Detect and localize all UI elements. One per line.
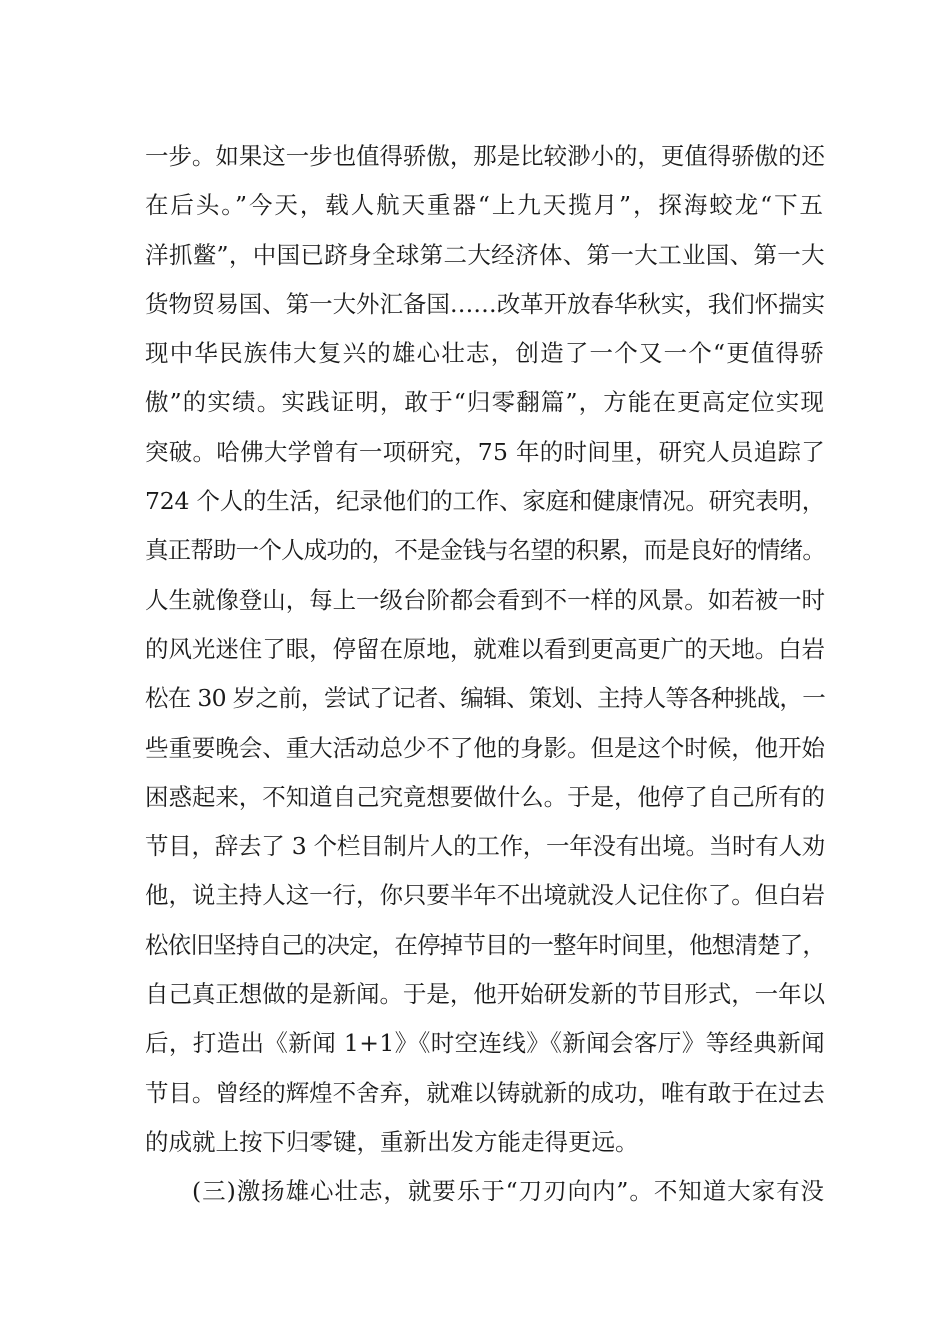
text-line: 些重要晚会、重大活动总少不了他的身影。但是这个时候，他开始 <box>145 733 825 762</box>
text-line: 困惑起来，不知道自己究竟想要做什么。于是，他停了自己所有的 <box>145 782 825 811</box>
text-line: 洋抓鳖”，中国已跻身全球第二大经济体、第一大工业国、第一大 <box>145 240 825 269</box>
text-line: 货物贸易国、第一大外汇备国……改革开放春华秋实，我们怀揣实 <box>145 289 825 318</box>
text-line: 节目。曾经的辉煌不舍弃，就难以铸就新的成功，唯有敢于在过去 <box>145 1078 825 1107</box>
text-line: 突破。哈佛大学曾有一项研究，75 年的时间里，研究人员追踪了 <box>145 437 825 466</box>
text-line: 现中华民族伟大复兴的雄心壮志，创造了一个又一个“更值得骄 <box>145 339 825 368</box>
text-line: 的成就上按下归零键，重新出发方能走得更远。 <box>145 1127 639 1156</box>
text-line: 一步。如果这一步也值得骄傲，那是比较渺小的，更值得骄傲的还 <box>145 142 825 170</box>
text-line: 在后头。”今天，载人航天重器“上九天揽月”，探海蛟龙“下五 <box>145 191 825 220</box>
text-line: 的风光迷住了眼，停留在原地，就难以看到更高更广的天地。白岩 <box>145 634 825 663</box>
body-text <box>145 132 825 1217</box>
text-line: 傲”的实绩。实践证明，敢于“归零翻篇”，方能在更高定位实现 <box>145 388 825 417</box>
section-heading-line: (三)激扬雄心壮志，就要乐于“刀刃向内”。不知道大家有没 <box>192 1177 825 1206</box>
text-line: 后，打造出《新闻 1+1》《时空连线》《新闻会客厅》等经典新闻 <box>145 1029 825 1058</box>
text-line: 真正帮助一个人成功的，不是金钱与名望的积累，而是良好的情绪。 <box>145 536 825 565</box>
text-line: 松在 30 岁之前，尝试了记者、编辑、策划、主持人等各种挑战，一 <box>145 684 825 713</box>
text-line: 节目，辞去了 3 个栏目制片人的工作，一年没有出境。当时有人劝 <box>145 832 825 861</box>
text-line: 724 个人的生活，纪录他们的工作、家庭和健康情况。研究表明， <box>145 487 825 516</box>
text-line: 松依旧坚持自己的决定，在停掉节目的一整年时间里，他想清楚了， <box>145 930 825 959</box>
text-line: 自己真正想做的是新闻。于是，他开始研发新的节目形式，一年以 <box>145 980 825 1009</box>
text-line: 人生就像登山，每上一级台阶都会看到不一样的风景。如若被一时 <box>145 585 825 614</box>
text-line: 他，说主持人这一行，你只要半年不出境就没人记住你了。但白岩 <box>145 881 825 910</box>
